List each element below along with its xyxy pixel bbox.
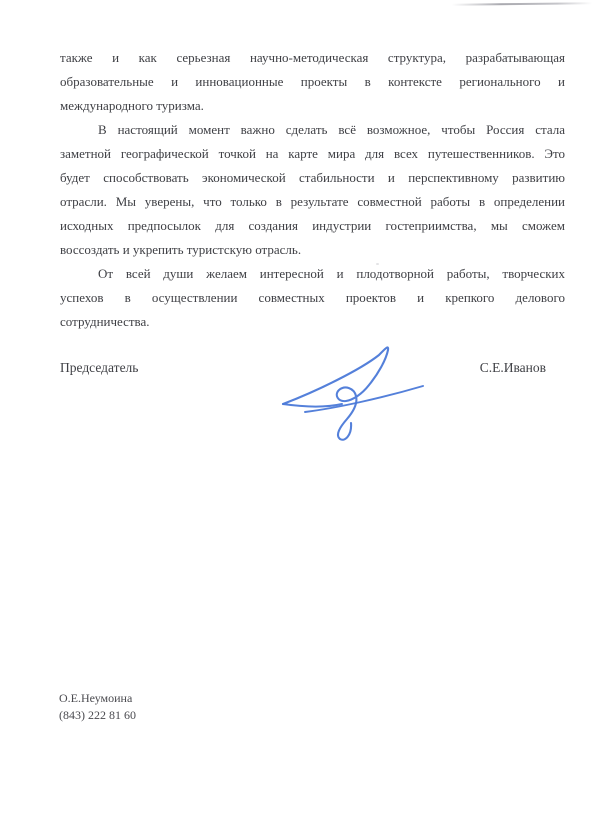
text-line: сотрудничества. — [60, 314, 150, 329]
text-line: образовательные и инновационные проекты в контексте регионального и — [60, 74, 565, 89]
signer-role-label: Председатель — [60, 360, 139, 375]
text-line: отрасли. Мы уверены, что только в результате совместной работы в определении — [60, 194, 565, 209]
text-line: В настоящий момент важно сделать всё возможное, чтобы Россия стала — [98, 122, 565, 137]
text-line: успехов в осуществлении совместных проектов и крепкого делового — [60, 290, 565, 305]
body-text — [60, 46, 565, 334]
scan-artifact-line — [452, 2, 592, 5]
contact-name: О.Е.Неумоина — [59, 691, 133, 705]
text-line: будет способствовать экономической стабильности и перспективному развитию — [60, 170, 565, 185]
contact-phone: (843) 222 81 60 — [59, 708, 136, 722]
text-line: воссоздать и укрепить туристскую отрасль. — [60, 242, 302, 257]
text-line: также и как серьезная научно-методическая структура, разрабатывающая — [60, 50, 565, 65]
contact-footer — [59, 690, 136, 724]
signer-name: С.Е.Иванов — [479, 360, 546, 375]
handwritten-signature-icon — [272, 336, 432, 446]
text-line: международного туризма. — [60, 98, 204, 113]
text-line: исходных предпосылок для создания индустрии гостеприимства, мы сможем — [60, 218, 565, 233]
text-line: От всей души желаем интересной и плодотворной работы, творческих — [98, 266, 565, 281]
text-line: заметной географической точкой на карте мира для всех путешественников. Это — [60, 146, 565, 161]
